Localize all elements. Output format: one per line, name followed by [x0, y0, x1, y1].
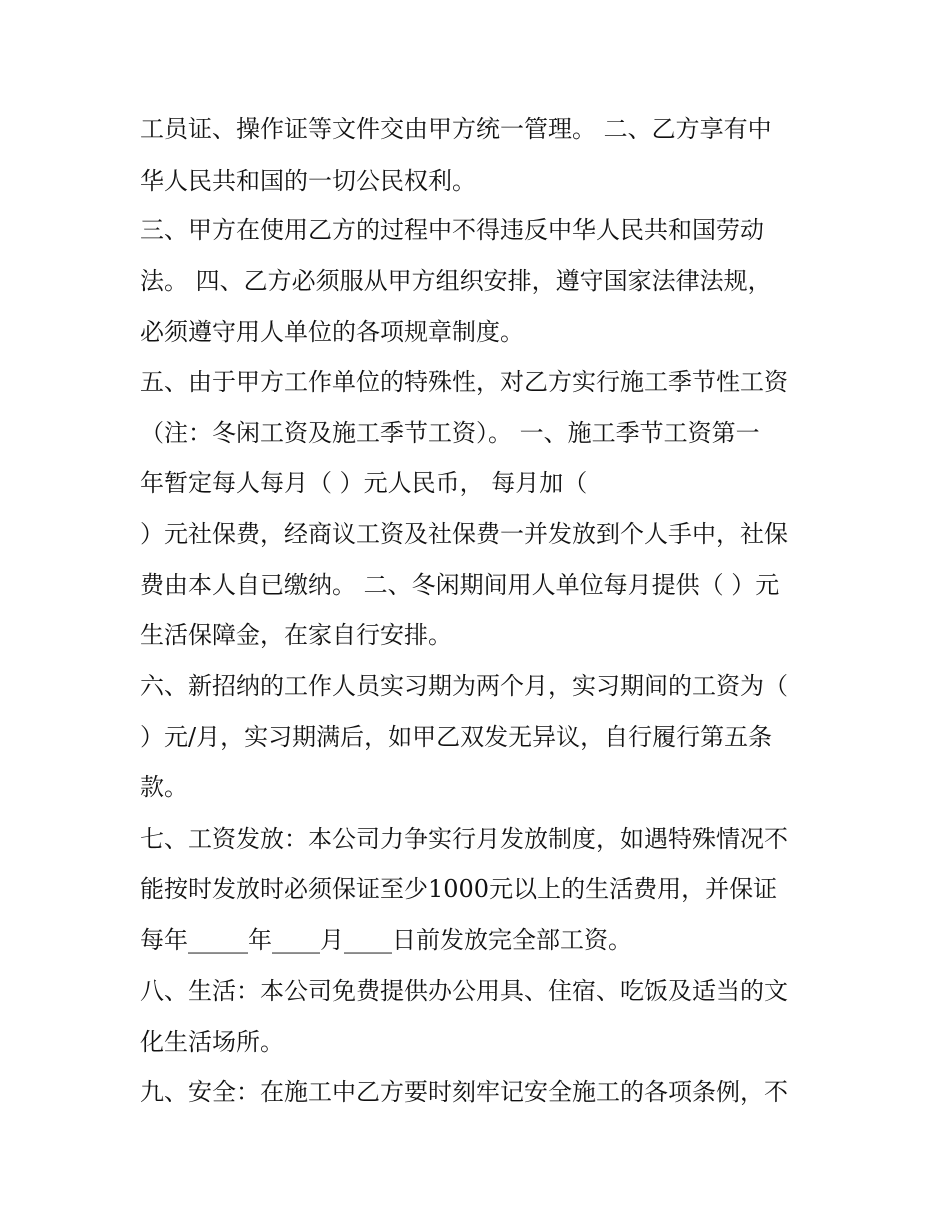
text-line: 五、由于甲方工作单位的特殊性，对乙方实行施工季节性工资	[140, 368, 788, 396]
text-line: 生活保障金，在家自行安排。	[140, 621, 452, 649]
text-line: 必须遵守用人单位的各项规章制度。	[140, 318, 524, 346]
text-line: 华人民共和国的一切公民权利。	[140, 167, 476, 195]
text-line: ）元社保费，经商议工资及社保费一并发放到个人手中，社保	[140, 520, 788, 548]
text-line: 能按时发放时必须保证至少1000元以上的生活费用，并保证	[140, 875, 778, 903]
text-line: 七、工资发放：本公司力争实行月发放制度，如遇特殊情况不	[140, 825, 788, 853]
text-line: 款。	[140, 773, 188, 801]
text-line: 八、生活：本公司免费提供办公用具、住宿、吃饭及适当的文	[140, 977, 788, 1005]
text-line: 化生活场所。	[140, 1028, 284, 1056]
text-line: 法。 四、乙方必须服从甲方组织安排，遵守国家法律法规，	[140, 267, 772, 295]
text-line: 每年_____年____月____日前发放完全部工资。	[140, 926, 632, 954]
text-line: 九、安全：在施工中乙方要时刻牢记安全施工的各项条例，不	[140, 1078, 788, 1106]
text-line: ）元/月，实习期满后，如甲乙双发无异议，自行履行第五条	[140, 723, 773, 751]
text-line: 三、甲方在使用乙方的过程中不得违反中华人民共和国劳动	[140, 216, 764, 244]
text-line: 工员证、操作证等文件交由甲方统一管理。 二、乙方享有中	[140, 115, 772, 143]
text-line: 费由本人自已缴纳。 二、冬闲期间用人单位每月提供（ ）元	[140, 571, 780, 599]
text-line: （注：冬闲工资及施工季节工资）。 一、施工季节工资第一	[140, 419, 760, 447]
text-line: 六、新招纳的工作人员实习期为两个月，实习期间的工资为（	[140, 672, 788, 700]
text-line: 年暂定每人每月（ ）元人民币， 每月加（	[140, 469, 588, 497]
